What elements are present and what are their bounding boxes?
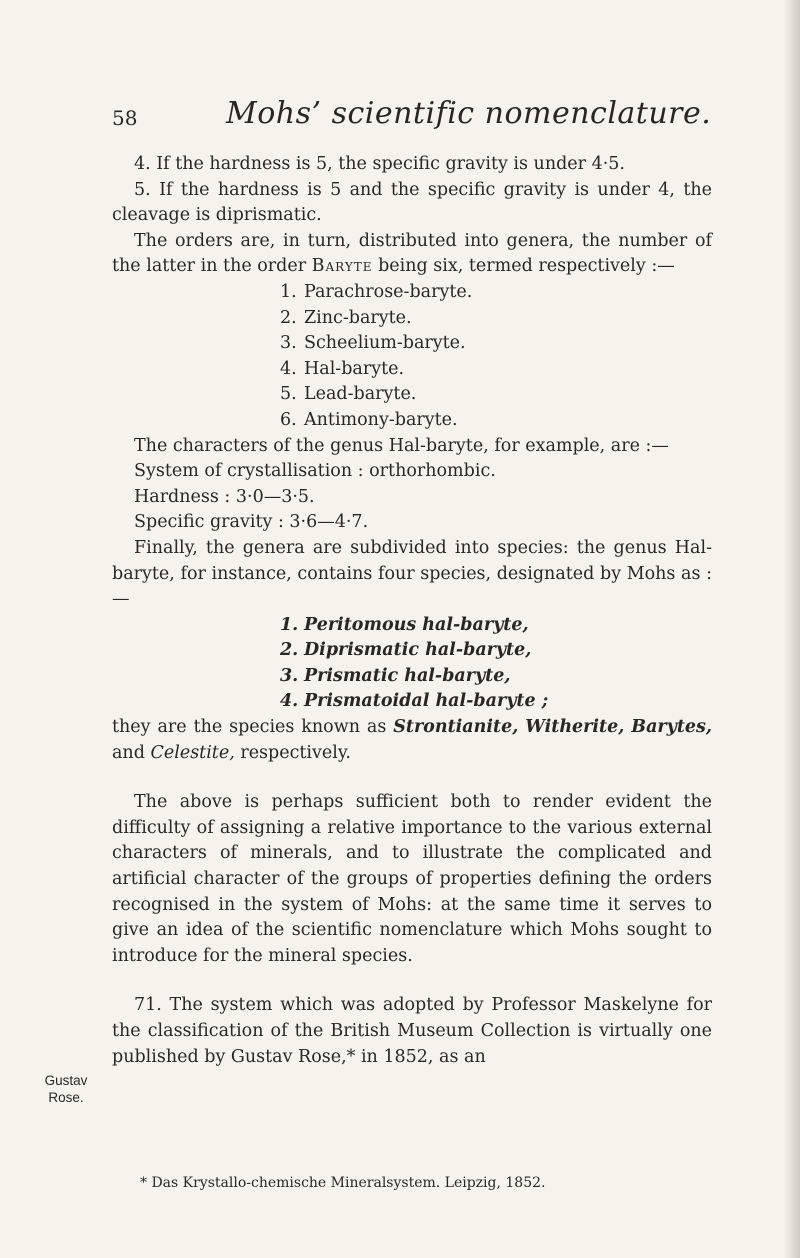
section-71-paragraph: 71. The system which was adopted by Professor Maskelyne for the classification of the British Museum Collection is virtually one published by Gustav Rose,* in 1852, as an (112, 995, 712, 1067)
characters-intro: The characters of the genus Hal-baryte, for example, are :— (134, 435, 669, 456)
species-known-paragraph (112, 715, 712, 766)
item-number: 2. (280, 640, 299, 661)
orders-paragraph (112, 229, 712, 280)
footnote: * Das Krystallo-chemische Mineralsystem. Leipzig, 1852. (140, 1175, 546, 1191)
list-item (280, 664, 712, 690)
page-edge-shadow (784, 0, 800, 1258)
list-item (280, 638, 712, 664)
orders-text-before: The orders are, in turn, distributed into genera, the number of the latter in the order (112, 230, 712, 277)
mineral-name: Strontianite, (393, 717, 519, 738)
species-name: Prismatic hal-baryte, (304, 665, 511, 686)
mineral-name: Witherite, (525, 717, 625, 738)
margin-note-line: Rose. (48, 1090, 84, 1105)
genera-list (280, 280, 712, 434)
genus-name: Lead-baryte. (304, 384, 417, 405)
text-fragment: respectively. (234, 742, 351, 763)
paragraph-gap (112, 969, 712, 993)
list-item (280, 280, 712, 306)
item-number: 5. (280, 384, 297, 405)
genus-name: Zinc-baryte. (304, 307, 412, 328)
character-specific-gravity: Specific gravity : 3·6—4·7. (134, 512, 369, 533)
running-title: Mohs’ scientific nomenclature. (226, 96, 712, 131)
text-fragment: and (112, 742, 145, 763)
item-number: 1. (280, 614, 299, 635)
item-number: 2. (280, 307, 297, 328)
list-item (280, 408, 712, 434)
page-body (112, 152, 712, 1070)
character-crystal-system: System of crystallisation : orthorhombic. (134, 461, 496, 482)
genus-name: Parachrose-baryte. (304, 281, 473, 302)
character-hardness: Hardness : 3·0—3·5. (134, 486, 315, 507)
list-item (280, 331, 712, 357)
item-number: 1. (280, 281, 297, 302)
mineral-name: Celestite, (150, 742, 235, 763)
species-name: Diprismatic hal-baryte, (304, 640, 532, 661)
finally-paragraph: Finally, the genera are subdivided into species: the genus Hal-baryte, for instance, contains four species, designated by Mohs as :— (112, 537, 712, 610)
item-number: 4. (280, 358, 297, 379)
species-list (280, 613, 712, 715)
genus-name: Antimony-baryte. (304, 409, 458, 430)
item-number: 6. (280, 409, 297, 430)
page-number: 58 (112, 106, 138, 130)
rule-5: 5. If the hardness is 5 and the specific gravity is under 4, the cleavage is diprismatic. (112, 179, 712, 226)
paragraph-gap (112, 766, 712, 790)
genus-name: Scheelium-baryte. (304, 333, 466, 354)
rule-4: 4. If the hardness is 5, the specific gravity is under 4·5. (134, 154, 625, 174)
mineral-name: Barytes, (631, 717, 712, 738)
page-header (112, 96, 712, 136)
text-fragment: they are the species known as (112, 717, 394, 738)
summary-paragraph: The above is perhaps sufficient both to render evident the difficulty of assigning a relative importance to the various external characters of minerals, and to illustrate the complicated and artificial character of the groups of properties defining the orders recognised in the system of Mohs: at the same time it serves to give an idea of the scientific nomenclature which Mohs sought to introduce for the mineral species. (112, 792, 712, 966)
list-item (280, 613, 712, 639)
characters-list (134, 459, 712, 536)
genus-name: Hal-baryte. (304, 358, 405, 379)
species-name: Prismatoidal hal-baryte ; (304, 691, 549, 712)
order-name-baryte: Baryte (311, 256, 373, 277)
species-name: Peritomous hal-baryte, (304, 614, 529, 635)
margin-note-line: Gustav (44, 1073, 88, 1088)
item-number: 4. (280, 691, 299, 712)
orders-text-after: being six, termed respectively :— (372, 256, 675, 277)
list-item (280, 306, 712, 332)
margin-note (40, 1072, 92, 1106)
list-item (280, 357, 712, 383)
list-item (280, 689, 712, 715)
list-item (280, 382, 712, 408)
item-number: 3. (280, 333, 297, 354)
item-number: 3. (280, 665, 299, 686)
